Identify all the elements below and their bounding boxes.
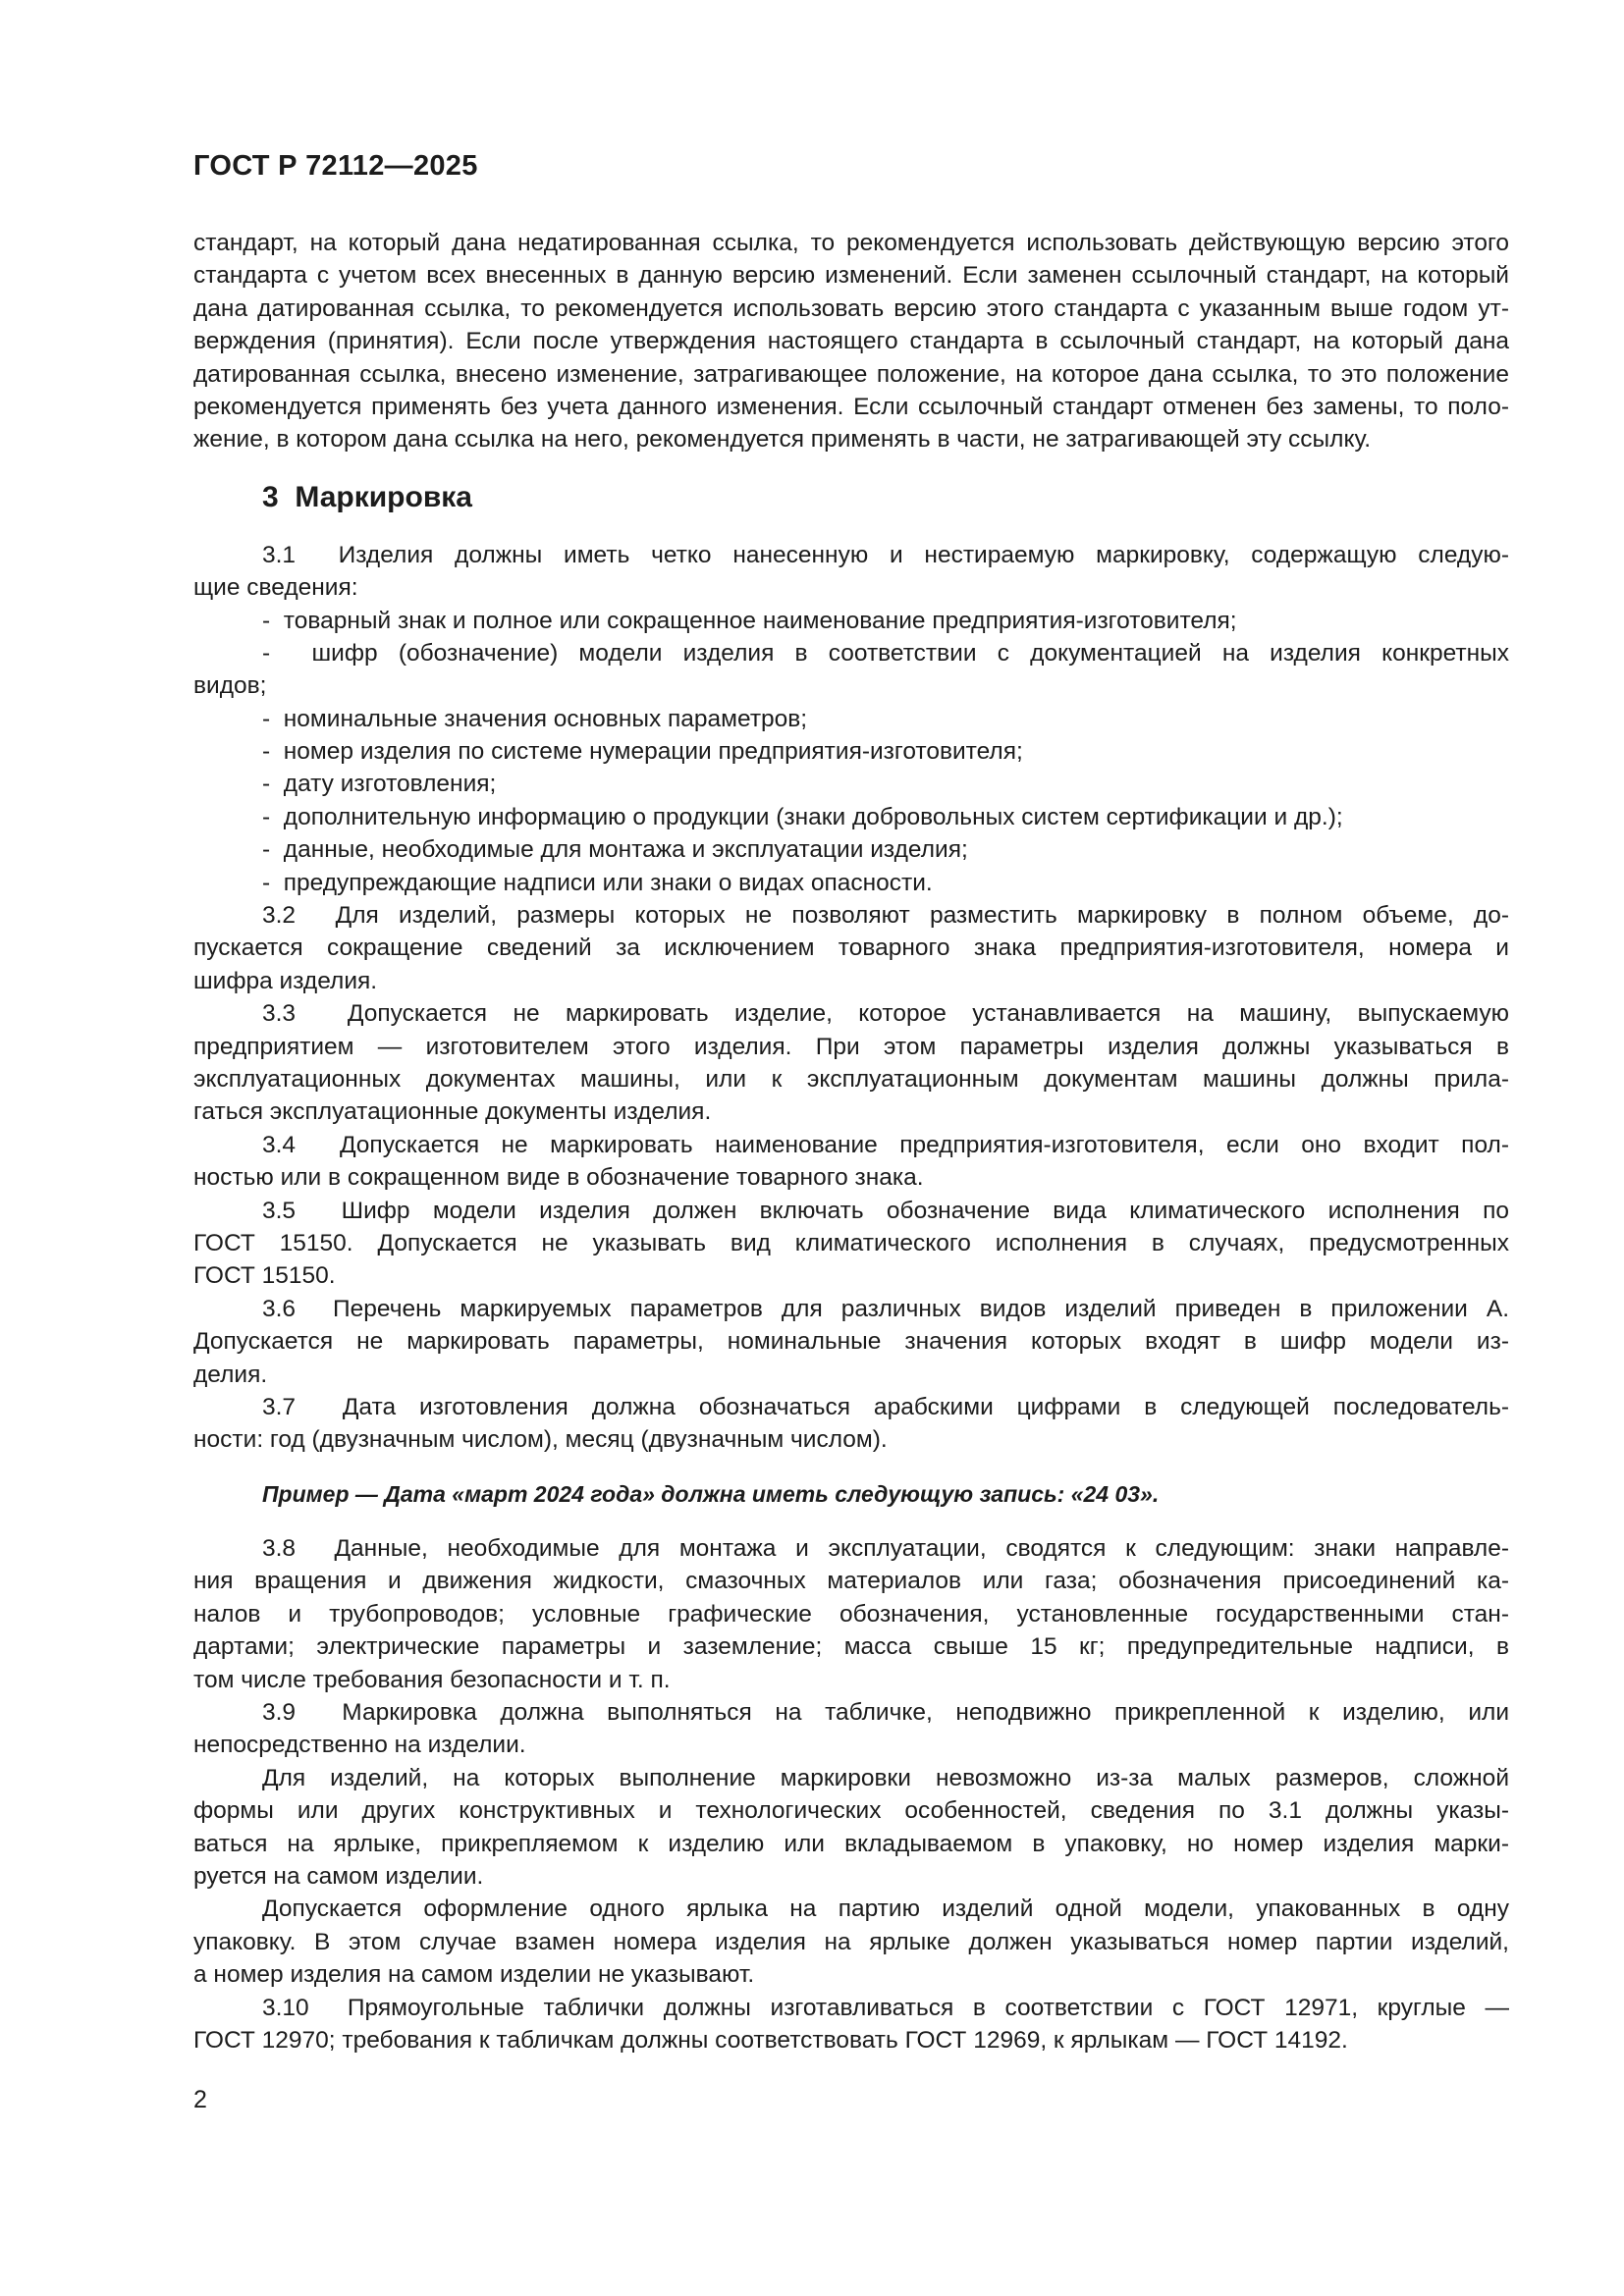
- standard-designation: ГОСТ Р 72112—2025: [193, 150, 478, 182]
- text-line: щие сведения:: [193, 574, 358, 602]
- list-item-mounting-data: [193, 833, 1509, 866]
- text-line: жение, в котором дана ссылка на него, рекомендуется применять в части, не затрагивающей эту ссылку.: [193, 426, 1372, 454]
- text-line: 3.8 Данные, необходимые для монтажа и эксплуатации, сводятся к следующим: знаки направле-: [262, 1535, 1509, 1563]
- text-line: Допускается оформление одного ярлыка на партию изделий одной модели, упакованных в одну: [262, 1896, 1509, 1923]
- text-line: стандарта с учетом всех внесенных в данную версию изменений. Если заменен ссылочный стандарт, на который: [193, 262, 1509, 290]
- text-line: дана датированная ссылка, то рекомендуется использовать версию этого стандарта с указанным выше годом ут-: [193, 294, 1509, 322]
- text-line: 3.4 Допускается не маркировать наименование предприятия-изготовителя, если оно входит пол-: [262, 1131, 1509, 1158]
- text-line: дартами; электрические параметры и заземление; масса свыше 15 кг; предупредительные надписи, в: [193, 1633, 1509, 1661]
- text-line: ГОСТ 12970; требования к табличкам должны соответствовать ГОСТ 12969, к ярлыкам — ГОСТ 14192.: [193, 2026, 1348, 2054]
- document-body: [193, 227, 1509, 2056]
- text-line: стандарт, на который дана недатированная ссылка, то рекомендуется использовать действующую версию этого: [193, 230, 1509, 256]
- clause-3-9-paragraph-2: [193, 1762, 1509, 1894]
- text-line: ности: год (двузначным числом), месяц (двузначным числом).: [193, 1426, 888, 1454]
- text-line: - дополнительную информацию о продукции (знаки добровольных систем сертификации и др.);: [262, 803, 1343, 830]
- list-item-warning-signs: [193, 867, 1509, 899]
- text-line: упаковку. В этом случае взамен номера изделия на ярлыке должен указываться номер партии изделий,: [193, 1928, 1509, 1955]
- text-line: 3 Маркировка: [262, 480, 472, 513]
- page-footer: [193, 2085, 1509, 2114]
- text-line: - данные, необходимые для монтажа и эксплуатации изделия;: [262, 836, 968, 864]
- text-line: формы или других конструктивных и технологических особенностей, сведения по 3.1 должны указы-: [193, 1797, 1509, 1825]
- text-line: ностью или в сокращенном виде в обозначение товарного знака.: [193, 1164, 924, 1192]
- text-line: 3.5 Шифр модели изделия должен включать обозначение вида климатического исполнения по: [262, 1197, 1509, 1224]
- list-item-additional-info: [193, 801, 1509, 833]
- clause-3-5: [193, 1195, 1509, 1293]
- text-line: рекомендуется применять без учета данного изменения. Если ссылочный стандарт отменен без замены, то поло-: [193, 393, 1509, 420]
- text-line: видов;: [193, 672, 267, 700]
- text-line: Пример — Дата «март 2024 года» должна иметь следующую запись: «24 03».: [262, 1480, 1160, 1507]
- clause-3-7: [193, 1391, 1509, 1457]
- text-line: датированная ссылка, внесено изменение, затрагивающее положение, на которое дана ссылка, то это положение: [193, 360, 1509, 388]
- text-line: 3.7 Дата изготовления должна обозначаться арабскими цифрами в следующей последователь-: [262, 1393, 1509, 1420]
- text-line: гаться эксплуатационные документы изделия.: [193, 1098, 712, 1126]
- text-line: 3.1 Изделия должны иметь четко нанесенную и нестираемую маркировку, содержащую следую-: [262, 541, 1509, 568]
- clause-3-9-paragraph-3: [193, 1893, 1509, 1991]
- text-line: - предупреждающие надписи или знаки о видах опасности.: [262, 869, 933, 896]
- text-line: Для изделий, на которых выполнение маркировки невозможно из-за малых размеров, сложной: [262, 1764, 1509, 1791]
- text-line: а номер изделия на самом изделии не указывают.: [193, 1961, 755, 1989]
- text-line: 3.3 Допускается не маркировать изделие, которое устанавливается на машину, выпускаемую: [262, 1000, 1509, 1028]
- text-line: - дату изготовления;: [262, 771, 497, 798]
- text-line: пускается сокращение сведений за исключением товарного знака предприятия-изготовителя, номера и: [193, 934, 1509, 962]
- section-heading-3-markirovka: [193, 478, 1509, 517]
- list-item-serial-number: [193, 735, 1509, 768]
- text-line: - номинальные значения основных параметров;: [262, 705, 808, 732]
- clause-3-10: [193, 1992, 1509, 2057]
- text-line: - номер изделия по системе нумерации предприятия-изготовителя;: [262, 738, 1023, 766]
- clause-3-4: [193, 1129, 1509, 1195]
- text-line: предприятием — изготовителем этого изделия. При этом параметры изделия должны указываться в: [193, 1033, 1509, 1060]
- clause-3-2: [193, 899, 1509, 997]
- list-item-trademark: [193, 605, 1509, 637]
- clause-3-6: [193, 1293, 1509, 1391]
- text-line: непосредственно на изделии.: [193, 1732, 526, 1759]
- list-item-nominal-parameters: [193, 703, 1509, 735]
- clause-3-8: [193, 1532, 1509, 1696]
- text-line: верждения (принятия). Если после утверждения настоящего стандарта в ссылочный стандарт, на который дана: [193, 328, 1509, 355]
- page-number: 2: [193, 2086, 207, 2114]
- text-line: шифра изделия.: [193, 967, 378, 994]
- intro-paragraph: [193, 227, 1509, 456]
- text-line: том числе требования безопасности и т. п.: [193, 1666, 671, 1693]
- text-line: руется на самом изделии.: [193, 1862, 484, 1890]
- text-line: делия.: [193, 1361, 268, 1388]
- text-line: 3.10 Прямоугольные таблички должны изготавливаться в соответствии с ГОСТ 12971, круглые —: [262, 1994, 1509, 2021]
- text-line: - товарный знак и полное или сокращенное наименование предприятия-изготовителя;: [262, 607, 1237, 634]
- list-item-model-code: [193, 637, 1509, 703]
- clause-3-3: [193, 997, 1509, 1129]
- text-line: ния вращения и движения жидкости, смазочных материалов или газа; обозначения присоединений ка-: [193, 1568, 1509, 1595]
- text-line: ГОСТ 15150.: [193, 1262, 336, 1290]
- text-line: 3.9 Маркировка должна выполняться на табличке, неподвижно прикрепленной к изделию, или: [262, 1699, 1509, 1727]
- list-item-manufacture-date: [193, 768, 1509, 800]
- text-line: ваться на ярлыке, прикрепляемом к изделию или вкладываемом в упаковку, но номер изделия марки-: [193, 1830, 1509, 1857]
- text-line: налов и трубопроводов; условные графические обозначения, установленные государственными стан-: [193, 1600, 1509, 1628]
- text-line: 3.2 Для изделий, размеры которых не позволяют разместить маркировку в полном объеме, до-: [262, 902, 1509, 930]
- text-line: эксплуатационных документах машины, или к эксплуатационным документам машины должны прила-: [193, 1065, 1509, 1093]
- text-line: - шифр (обозначение) модели изделия в соответствии с документацией на изделия конкретных: [262, 639, 1509, 667]
- page-header: [193, 149, 1509, 183]
- example-date-record: [193, 1478, 1509, 1511]
- clause-3-1: [193, 539, 1509, 605]
- clause-3-9: [193, 1696, 1509, 1762]
- text-line: Допускается не маркировать параметры, номинальные значения которых входят в шифр модели из-: [193, 1328, 1509, 1356]
- text-line: 3.6 Перечень маркируемых параметров для различных видов изделий приведен в приложении А.: [262, 1295, 1509, 1322]
- text-line: ГОСТ 15150. Допускается не указывать вид климатического исполнения в случаях, предусмотренных: [193, 1229, 1509, 1256]
